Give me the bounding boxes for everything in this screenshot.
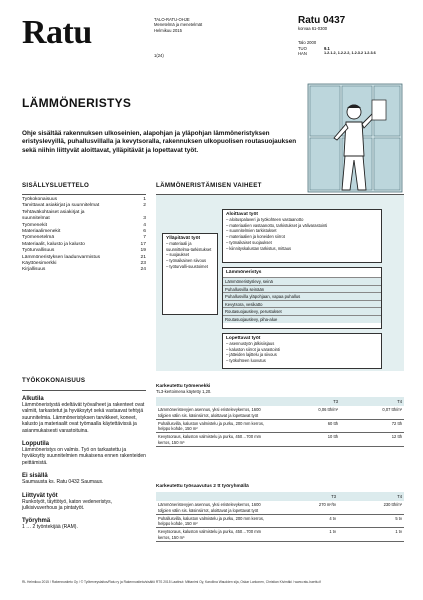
phase-step: Routasuojauslevy, piha-alue xyxy=(223,315,381,323)
main-works-box xyxy=(222,267,382,329)
start-works-box xyxy=(222,209,382,263)
table-row: Kevytsoraus, kaluston valmistelu ja purku, 450…700 mm kerros, 150 m³ 10 tth 12 tth xyxy=(158,434,402,445)
tuo-value: 9.1 xyxy=(324,45,330,51)
work-sections xyxy=(22,390,146,531)
worker-insulating-icon xyxy=(304,82,404,194)
page-number: 1(24) xyxy=(154,53,164,58)
section-text: 1 … 2 työntekijää (RAM). xyxy=(22,524,78,531)
table-header-row xyxy=(156,397,404,406)
maintain-item: – työnaikainen siivous xyxy=(166,258,214,264)
section-title: Alkutila xyxy=(22,396,44,402)
worker-illustration xyxy=(304,82,404,194)
column-header-t4: T4 xyxy=(397,399,402,404)
replaces-label: korvaa 61-0300 xyxy=(298,26,328,31)
org-block xyxy=(154,17,202,33)
column-header-t3: T3 xyxy=(333,399,338,404)
phase-step: Routasuojauslevy, perustukset xyxy=(223,307,381,315)
start-item: – materiaalien ja koneiden siirrot xyxy=(226,234,378,240)
toc-item[interactable]: Tarvittavat asiakirjat ja suunnitelmat 2 xyxy=(22,203,146,209)
han-row xyxy=(298,51,404,56)
main-works-title: Lämmöneristys xyxy=(226,270,262,275)
table-row: Lämmöneristevyjen asennus, yksi eristelevykerros, 1600 toljpien välin sis. käsinsiirrot, aloittavat ja lopettavat työt 0,06 tth/m² 0,07 tth/m² xyxy=(158,407,402,418)
phase-step: Kevytsora, vesikatto xyxy=(223,300,381,308)
toc-item[interactable]: Työmenetelmä 7 xyxy=(22,235,146,241)
table-subtitle: TL3-kertoimena käytetty 1,20. xyxy=(156,389,212,394)
toc-item[interactable]: Materiaalit, kalusto ja kalusto 17 xyxy=(22,241,146,247)
section-text: Runkotyöt, täyttötyö, katon vedeneristys, julkisivuverhous ja pintatyöt. xyxy=(22,498,113,512)
phases-diagram xyxy=(156,194,404,371)
intro-text: Ohje sisältää rakennuksen ulkoseinien, alapohjan ja yläpohjan lämmöneristyksen eristyslevyillä, puhallusvillalla ja kevytsoralla, rakennuksen ulkopuolisen routasuojauksen sekä niihin liittyvät aloittavat, ylläpitävät ja lopettavat työt. xyxy=(22,130,297,154)
phase-step: Puhallusvilla yläpohjaan, vapaa puhallus xyxy=(223,292,381,300)
phase-step: Lämmöneristyslevy, seinä xyxy=(223,277,381,285)
tuo-label: TUO xyxy=(298,45,307,51)
phases-heading: LÄMMÖNERISTÄMISEN VAIHEET xyxy=(156,182,262,189)
work-heading: TYÖKOKONAISUUS xyxy=(22,377,86,384)
org-line: Helmikuu 2015 xyxy=(154,27,182,33)
work-output-table xyxy=(156,484,404,542)
column-header-t3: T3 xyxy=(331,494,336,499)
maintain-works-title: Ylläpitävät työt xyxy=(166,236,201,241)
toc-item[interactable]: suunnitelmat 3 xyxy=(22,216,146,222)
table-row: Puhallusvilla, kaluston valmistelu ja purku, 200 mm kerros, helppo kohde, 150 m² 60 tth 72 tth xyxy=(158,420,402,432)
section-title: Lopputila xyxy=(22,441,49,448)
maintain-item: – suojaukset xyxy=(166,252,214,258)
toc-item[interactable]: Kirjallisuus 24 xyxy=(22,267,146,273)
table-row: Puhallusvilla, kaluston valmistelu ja purku, 200 mm kerros, helppo kohde, 150 m² 4 tv 5 tv xyxy=(158,515,402,527)
table-title: Karkeutettu työsaavutus 2 tt työryhmällä xyxy=(156,484,249,489)
toc-list xyxy=(22,194,146,274)
phase-step: Puhallusvilla seinään xyxy=(223,285,381,293)
end-item: – työkohteen luovutus xyxy=(226,358,378,364)
han-value: 1.2.1.2, 1.2.2.2, 1.2.3.2 1.2.3.6 xyxy=(324,51,376,56)
table-row: Lämmöneristevyjen asennus, yksi eristelevykerros, 1600 toljpien välin sis. käsinsiirrot, aloittavat ja lopettavat työt 270 m²/tv 230 tth/m² xyxy=(158,502,402,513)
section-text: Lämmöneristystä edeltävät työvaiheet ja rakenteet ovat valmiit, tarkastetut ja hyväksytyt sekä vastaavat tehtyjä suunnitelmia. Lämmöneristyksen tarvikkeet, koneet, kalusto ja materiaalit ovat työmaalla käytettävissä ja asianmukaisesti varastoituina. xyxy=(22,402,145,434)
start-item: – kiinnityskalustan tarkistus, mittaus xyxy=(226,246,378,252)
table-title: Karkeutettu työmenekki xyxy=(156,384,211,389)
ratu-logo: Ratu xyxy=(22,14,92,51)
maintain-item: – materiaali ja suunnittelma-tarkistukset xyxy=(166,241,214,252)
section-title: Ei sisällä xyxy=(22,473,48,480)
section-text: Lämmöneristys on valmis. Työ on tarkastettu ja hyväksytty suunnitelmien mukaisena ennen rakenteiden peittämistä. xyxy=(22,447,146,466)
org-line: Menetelmä ja menetelmät xyxy=(154,22,203,28)
maintain-works-box xyxy=(162,233,218,315)
table-header-row xyxy=(156,492,404,501)
toc-item[interactable]: Tehtäväkohtaiset asiakirjat ja xyxy=(22,209,85,215)
org-line: TALO-RATU-OHJE xyxy=(154,17,190,22)
card-title: Ratu 0437 xyxy=(298,15,346,26)
toc-item[interactable]: Käyttöesimerkki 23 xyxy=(22,261,146,267)
toc-item[interactable]: Työkokonaisuus 1 xyxy=(22,197,146,202)
table-row: Kevytsoraus, kaluston valmistelu ja purku, 450…700 mm kerros, 150 m³ 1 tv 1 tv xyxy=(158,529,402,540)
talo-label: Talo 2000 xyxy=(298,40,317,46)
maintain-item: – työturvalli-suustoimet xyxy=(166,264,214,270)
card-info xyxy=(298,15,404,57)
end-item: – kaluston siirrot ja varastointi xyxy=(226,347,378,353)
work-rate-table xyxy=(156,384,404,447)
start-item: – työnaikaiset suojaukset xyxy=(226,240,378,246)
section-text: Saumausta ks. Ratu 0432 Saumaus. xyxy=(22,479,104,486)
footer-text: RL Helmikuu 2015 / Rakennustieto Oy / © Työterveyslaitos/Ratu ry ja Rakennustieto/sisältö RTS 2015 Laatinut: Mittanimi Oy, Karoliina Waudden sija, Oskar Larkonen, Christian Kivimäki / www.ratu-haettu.fi xyxy=(22,580,322,584)
toc-heading: SISÄLLYSLUETTELO xyxy=(22,182,90,189)
end-item: – jätteiden lajittelu ja siivous xyxy=(226,352,378,358)
end-works-box xyxy=(222,333,382,369)
section-title: Liittyvät työt xyxy=(22,492,58,499)
start-works-title: Aloittavat työt xyxy=(226,212,258,217)
toc-item[interactable]: Työturvallisuus 19 xyxy=(22,248,146,254)
start-item: – aloituspalaveri ja työkohteen vastaanotto xyxy=(226,217,378,223)
page-title: LÄMMÖNERISTYS xyxy=(22,96,132,110)
end-item: – asennustyön jälkisiisjaus xyxy=(226,341,378,347)
end-works-title: Lopettavat työt xyxy=(226,336,261,341)
column-header-t4: T4 xyxy=(397,494,402,499)
start-item: – materiaalien vastaanotto, tarkistukset ja välivarastointi xyxy=(226,223,378,229)
toc-item[interactable]: Materiaalimenekit 6 xyxy=(22,229,146,235)
section-title: Työryhmä xyxy=(22,518,51,525)
toc-item[interactable]: Työmenekit 4 xyxy=(22,222,146,228)
toc-item[interactable]: Lämmöneristyksen laadunvarmistus 21 xyxy=(22,254,146,260)
han-label: HAN xyxy=(298,51,307,57)
start-item: – suunnitelmien tarkistukset xyxy=(226,228,378,234)
